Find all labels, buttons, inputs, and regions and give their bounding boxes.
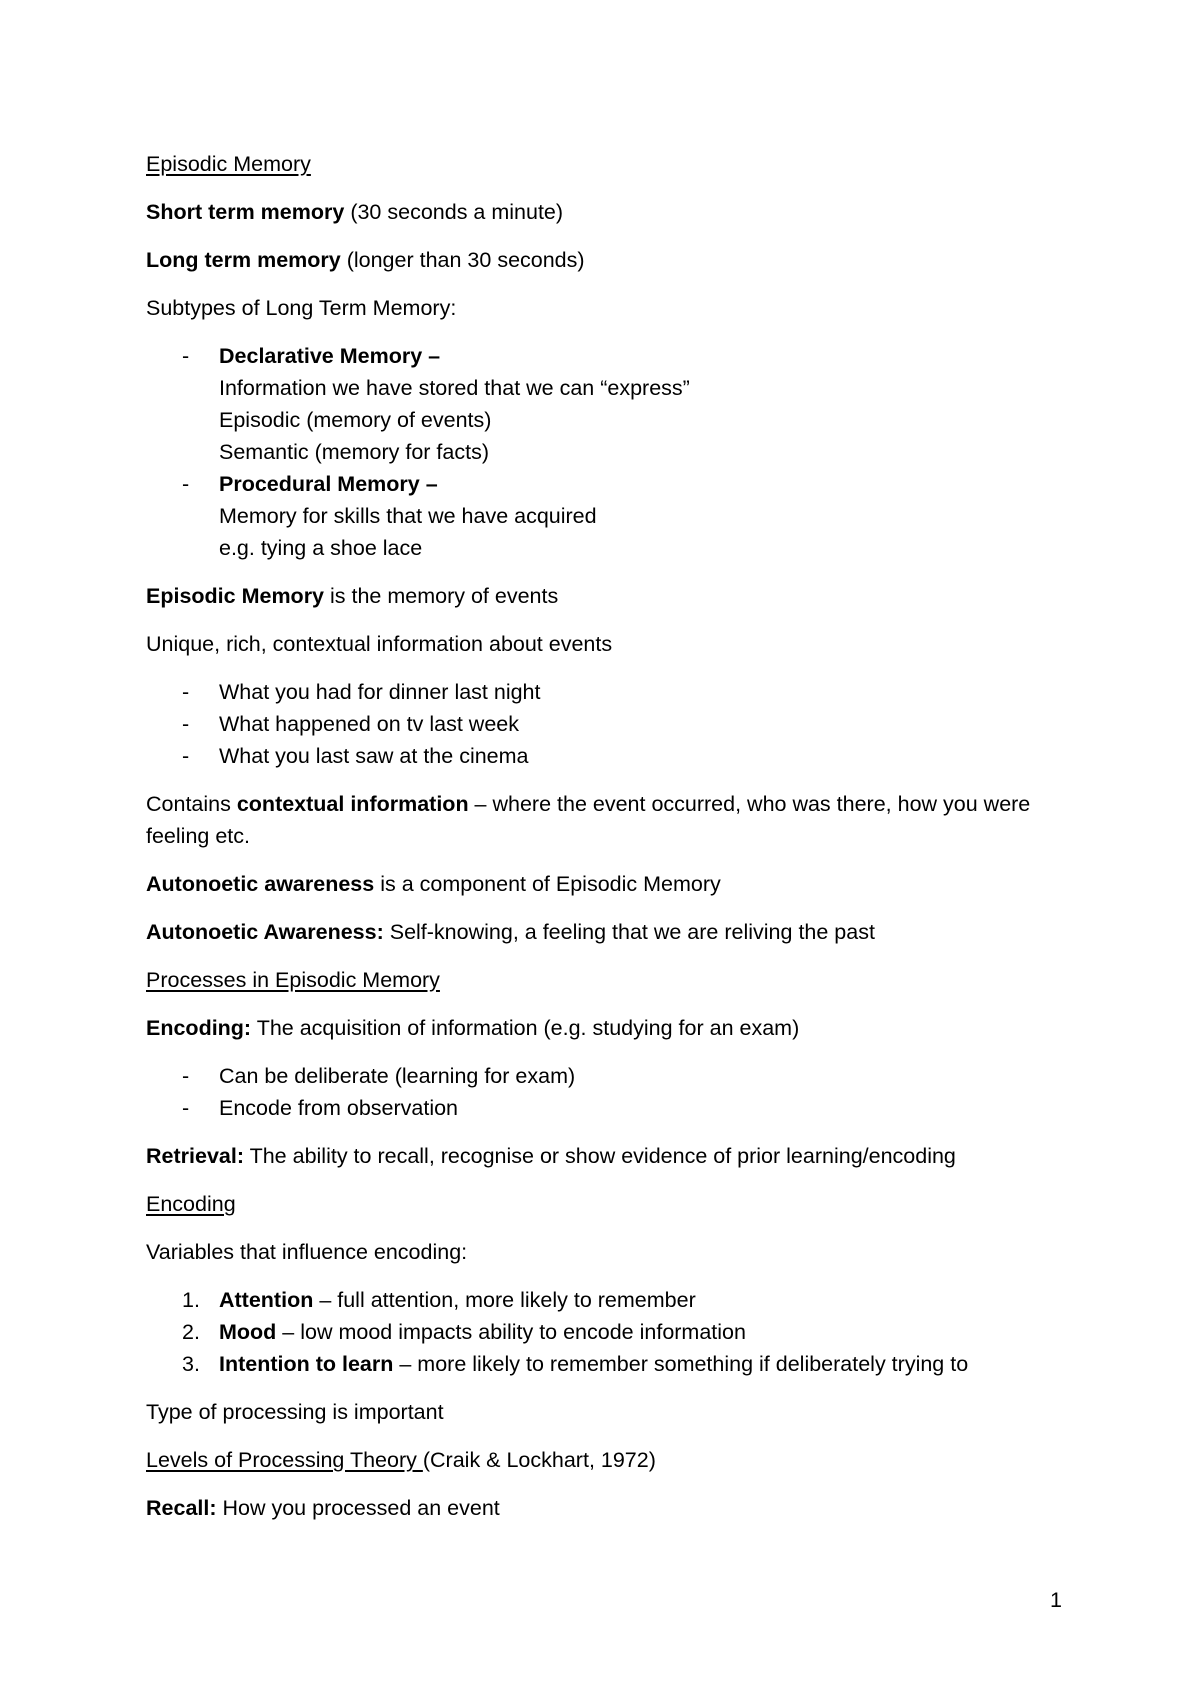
autonoetic-awareness-line (146, 868, 1086, 900)
term: Recall: (146, 1496, 217, 1520)
term: Episodic Memory (146, 584, 325, 608)
levels-of-processing-line (146, 1444, 1086, 1476)
subtype-title: Declarative Memory – (219, 344, 441, 368)
list-item-text: What happened on tv last week (219, 712, 519, 736)
dash-marker: - (182, 1096, 190, 1120)
subtype-line: Information we have stored that we can “express” (219, 376, 690, 400)
definition: is the memory of events (324, 584, 559, 608)
heading-episodic-memory: Episodic Memory (146, 152, 311, 176)
term: Long term memory (146, 248, 341, 272)
definition: The acquisition of information (e.g. studying for an exam) (251, 1016, 800, 1040)
dash-marker: - (182, 472, 190, 496)
definition: – more likely to remember something if deliberately trying to (393, 1352, 969, 1376)
list-item-procedural (146, 468, 1086, 564)
dash-marker: - (182, 1064, 190, 1088)
encoding-list (146, 1060, 1086, 1124)
list-item-text: Encode from observation (219, 1096, 459, 1120)
examples-list (146, 676, 1086, 772)
encoding-definition (146, 1012, 1086, 1044)
subtype-line: e.g. tying a shoe lace (219, 536, 423, 560)
subtype-line: Memory for skills that we have acquired (219, 504, 597, 528)
term: Short term memory (146, 200, 345, 224)
contextual-information-paragraph (146, 788, 1086, 852)
document-body (146, 148, 1086, 1540)
variables-list (146, 1284, 1086, 1380)
definition: – low mood impacts ability to encode information (276, 1320, 746, 1344)
number-marker: 1. (182, 1288, 200, 1312)
list-item-text: What you had for dinner last night (219, 680, 541, 704)
list-item (146, 1092, 1086, 1124)
list-item-text: Can be deliberate (learning for exam) (219, 1064, 576, 1088)
recall-definition (146, 1492, 1086, 1524)
number-marker: 2. (182, 1320, 200, 1344)
term: Autonoetic Awareness: (146, 920, 384, 944)
definition: – full attention, more likely to remember (313, 1288, 696, 1312)
list-item (146, 1316, 1086, 1348)
list-item (146, 1284, 1086, 1316)
definition: – where the event occurred, who was there, how you were feeling etc. (146, 792, 1031, 848)
short-term-memory-line (146, 196, 1086, 228)
definition: Self-knowing, a feeling that we are reliving the past (383, 920, 875, 944)
autonoetic-awareness-definition (146, 916, 1086, 948)
retrieval-definition (146, 1140, 1086, 1172)
term: Intention to learn (219, 1352, 394, 1376)
list-item (146, 1060, 1086, 1092)
definition: How you processed an event (216, 1496, 500, 1520)
term: Attention (219, 1288, 314, 1312)
subtype-line: Episodic (memory of events) (219, 408, 492, 432)
underlined-heading: Levels of Processing Theory (146, 1448, 423, 1472)
dash-marker: - (182, 744, 190, 768)
term: contextual information (236, 792, 469, 816)
page-number: 1 (1050, 1588, 1062, 1612)
subtypes-intro: Subtypes of Long Term Memory: (146, 296, 457, 320)
subtype-line: Semantic (memory for facts) (219, 440, 489, 464)
list-item-text: What you last saw at the cinema (219, 744, 529, 768)
text: Contains (146, 792, 237, 816)
list-item (146, 676, 1086, 708)
subtypes-list (146, 340, 1086, 564)
definition: is a component of Episodic Memory (374, 872, 721, 896)
list-item (146, 740, 1086, 772)
list-item (146, 708, 1086, 740)
subtype-title: Procedural Memory – (219, 472, 438, 496)
definition: (30 seconds a minute) (344, 200, 564, 224)
unique-line: Unique, rich, contextual information about events (146, 632, 613, 656)
dash-marker: - (182, 712, 190, 736)
heading-processes: Processes in Episodic Memory (146, 968, 440, 992)
dash-marker: - (182, 680, 190, 704)
citation: (Craik & Lockhart, 1972) (422, 1448, 656, 1472)
episodic-memory-definition (146, 580, 1086, 612)
term: Retrieval: (146, 1144, 244, 1168)
list-item-declarative (146, 340, 1086, 468)
term: Autonoetic awareness (146, 872, 375, 896)
term: Mood (219, 1320, 277, 1344)
dash-marker: - (182, 344, 190, 368)
variables-intro: Variables that influence encoding: (146, 1240, 468, 1264)
definition: The ability to recall, recognise or show evidence of prior learning/encoding (244, 1144, 956, 1168)
term: Encoding: (146, 1016, 252, 1040)
list-item (146, 1348, 1086, 1380)
long-term-memory-line (146, 244, 1086, 276)
definition: (longer than 30 seconds) (340, 248, 585, 272)
heading-encoding: Encoding (146, 1192, 236, 1216)
processing-line: Type of processing is important (146, 1400, 444, 1424)
number-marker: 3. (182, 1352, 200, 1376)
